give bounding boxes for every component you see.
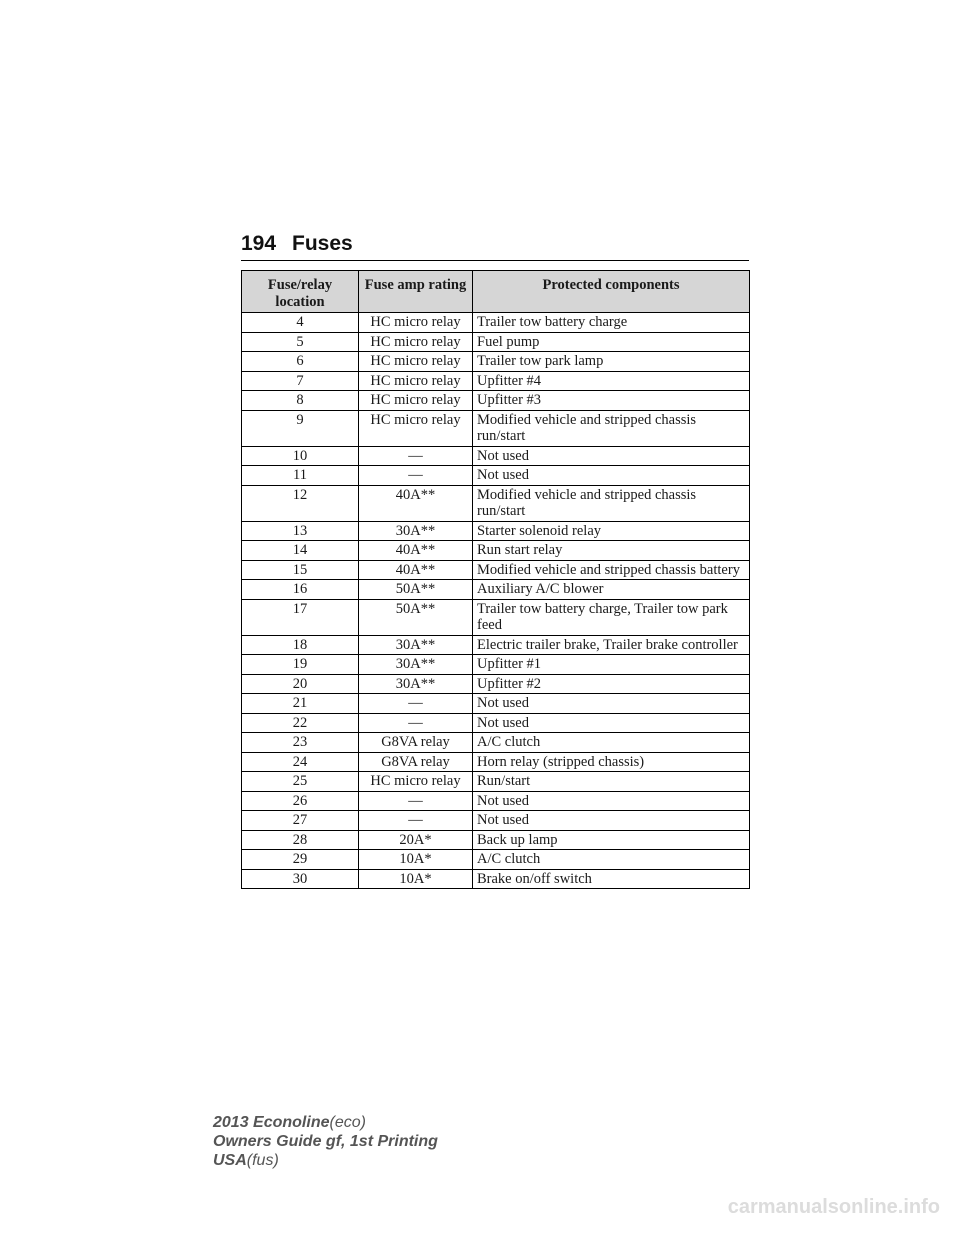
fuse-location-cell: 10 xyxy=(242,446,359,466)
fuse-location-cell: 11 xyxy=(242,466,359,486)
protected-components-cell: Trailer tow battery charge xyxy=(473,313,750,333)
fuse-table xyxy=(241,270,750,889)
table-row xyxy=(242,580,750,600)
table-row xyxy=(242,352,750,372)
protected-components-cell: Not used xyxy=(473,791,750,811)
amp-rating-cell: 40A** xyxy=(359,541,473,561)
protected-components-cell: Brake on/off switch xyxy=(473,869,750,889)
amp-rating-cell: — xyxy=(359,791,473,811)
table-row xyxy=(242,371,750,391)
fuse-location-cell: 5 xyxy=(242,332,359,352)
amp-rating-cell: 30A** xyxy=(359,521,473,541)
amp-rating-cell: HC micro relay xyxy=(359,352,473,372)
fuse-location-cell: 26 xyxy=(242,791,359,811)
table-row xyxy=(242,713,750,733)
fuse-location-cell: 17 xyxy=(242,599,359,635)
protected-components-cell: Back up lamp xyxy=(473,830,750,850)
table-row xyxy=(242,655,750,675)
table-row xyxy=(242,772,750,792)
protected-components-cell: Run/start xyxy=(473,772,750,792)
fuse-location-cell: 22 xyxy=(242,713,359,733)
page-number: 194 xyxy=(241,232,277,255)
table-row xyxy=(242,485,750,521)
amp-rating-cell: HC micro relay xyxy=(359,391,473,411)
footer-market: USA xyxy=(213,1152,247,1169)
fuse-location-cell: 28 xyxy=(242,830,359,850)
table-row xyxy=(242,869,750,889)
amp-rating-cell: G8VA relay xyxy=(359,733,473,753)
fuse-location-cell: 30 xyxy=(242,869,359,889)
table-row xyxy=(242,674,750,694)
fuse-location-cell: 21 xyxy=(242,694,359,714)
protected-components-cell: Not used xyxy=(473,466,750,486)
fuse-location-cell: 12 xyxy=(242,485,359,521)
amp-rating-cell: 30A** xyxy=(359,635,473,655)
protected-components-cell: Modified vehicle and stripped chassis battery xyxy=(473,560,750,580)
fuse-location-cell: 18 xyxy=(242,635,359,655)
fuse-location-cell: 27 xyxy=(242,811,359,831)
protected-components-cell: Run start relay xyxy=(473,541,750,561)
protected-components-cell: Not used xyxy=(473,446,750,466)
fuse-location-cell: 19 xyxy=(242,655,359,675)
table-row xyxy=(242,791,750,811)
table-row xyxy=(242,560,750,580)
protected-components-cell: Starter solenoid relay xyxy=(473,521,750,541)
page-header xyxy=(241,232,749,261)
fuse-table-body xyxy=(242,313,750,889)
protected-components-cell: Not used xyxy=(473,713,750,733)
amp-rating-cell: — xyxy=(359,694,473,714)
column-header-amp-rating: Fuse amp rating xyxy=(359,271,473,313)
fuse-location-cell: 25 xyxy=(242,772,359,792)
protected-components-cell: Fuel pump xyxy=(473,332,750,352)
fuse-location-cell: 14 xyxy=(242,541,359,561)
section-title: Fuses xyxy=(292,232,353,255)
fuse-location-cell: 20 xyxy=(242,674,359,694)
table-row xyxy=(242,830,750,850)
table-row xyxy=(242,446,750,466)
protected-components-cell: A/C clutch xyxy=(473,850,750,870)
amp-rating-cell: HC micro relay xyxy=(359,772,473,792)
fuse-location-cell: 15 xyxy=(242,560,359,580)
protected-components-cell: Upfitter #2 xyxy=(473,674,750,694)
protected-components-cell: Trailer tow park lamp xyxy=(473,352,750,372)
footer-line-model xyxy=(213,1113,438,1132)
table-row xyxy=(242,521,750,541)
table-row xyxy=(242,850,750,870)
amp-rating-cell: 10A* xyxy=(359,869,473,889)
protected-components-cell: Electric trailer brake, Trailer brake controller xyxy=(473,635,750,655)
amp-rating-cell: — xyxy=(359,446,473,466)
footer-line-market xyxy=(213,1151,438,1170)
protected-components-cell: Upfitter #1 xyxy=(473,655,750,675)
table-row xyxy=(242,752,750,772)
protected-components-cell: Auxiliary A/C blower xyxy=(473,580,750,600)
amp-rating-cell: HC micro relay xyxy=(359,371,473,391)
protected-components-cell: Not used xyxy=(473,811,750,831)
table-row xyxy=(242,332,750,352)
amp-rating-cell: G8VA relay xyxy=(359,752,473,772)
protected-components-cell: Horn relay (stripped chassis) xyxy=(473,752,750,772)
amp-rating-cell: — xyxy=(359,713,473,733)
table-row xyxy=(242,466,750,486)
table-row xyxy=(242,313,750,333)
footer-market-code: (fus) xyxy=(246,1152,279,1169)
fuse-location-cell: 9 xyxy=(242,410,359,446)
protected-components-cell: A/C clutch xyxy=(473,733,750,753)
fuse-location-cell: 29 xyxy=(242,850,359,870)
protected-components-cell: Trailer tow battery charge, Trailer tow park feed xyxy=(473,599,750,635)
amp-rating-cell: 40A** xyxy=(359,560,473,580)
protected-components-cell: Upfitter #4 xyxy=(473,371,750,391)
protected-components-cell: Upfitter #3 xyxy=(473,391,750,411)
fuse-location-cell: 13 xyxy=(242,521,359,541)
table-row xyxy=(242,811,750,831)
table-row xyxy=(242,694,750,714)
amp-rating-cell: HC micro relay xyxy=(359,332,473,352)
fuse-location-cell: 24 xyxy=(242,752,359,772)
protected-components-cell: Modified vehicle and stripped chassis run/start xyxy=(473,410,750,446)
footer-model-code: (eco) xyxy=(329,1114,366,1131)
protected-components-cell: Not used xyxy=(473,694,750,714)
amp-rating-cell: 30A** xyxy=(359,674,473,694)
fuse-location-cell: 16 xyxy=(242,580,359,600)
document-footer xyxy=(213,1113,438,1170)
protected-components-cell: Modified vehicle and stripped chassis run/start xyxy=(473,485,750,521)
amp-rating-cell: 30A** xyxy=(359,655,473,675)
amp-rating-cell: 20A* xyxy=(359,830,473,850)
column-header-protected-components: Protected components xyxy=(473,271,750,313)
amp-rating-cell: 40A** xyxy=(359,485,473,521)
amp-rating-cell: — xyxy=(359,811,473,831)
amp-rating-cell: 50A** xyxy=(359,599,473,635)
amp-rating-cell: HC micro relay xyxy=(359,410,473,446)
amp-rating-cell: 50A** xyxy=(359,580,473,600)
amp-rating-cell: HC micro relay xyxy=(359,313,473,333)
amp-rating-cell: — xyxy=(359,466,473,486)
fuse-location-cell: 7 xyxy=(242,371,359,391)
column-header-location: Fuse/relay location xyxy=(242,271,359,313)
footer-printing: Owners Guide gf, 1st Printing xyxy=(213,1133,438,1150)
fuse-location-cell: 23 xyxy=(242,733,359,753)
footer-model: 2013 Econoline xyxy=(213,1114,330,1131)
fuse-location-cell: 6 xyxy=(242,352,359,372)
table-row xyxy=(242,541,750,561)
table-row xyxy=(242,410,750,446)
table-row xyxy=(242,391,750,411)
table-header-row xyxy=(242,271,750,313)
fuse-location-cell: 4 xyxy=(242,313,359,333)
table-row xyxy=(242,635,750,655)
table-row xyxy=(242,599,750,635)
watermark-text: carmanualsonline.info xyxy=(727,1196,940,1218)
amp-rating-cell: 10A* xyxy=(359,850,473,870)
fuse-location-cell: 8 xyxy=(242,391,359,411)
table-row xyxy=(242,733,750,753)
